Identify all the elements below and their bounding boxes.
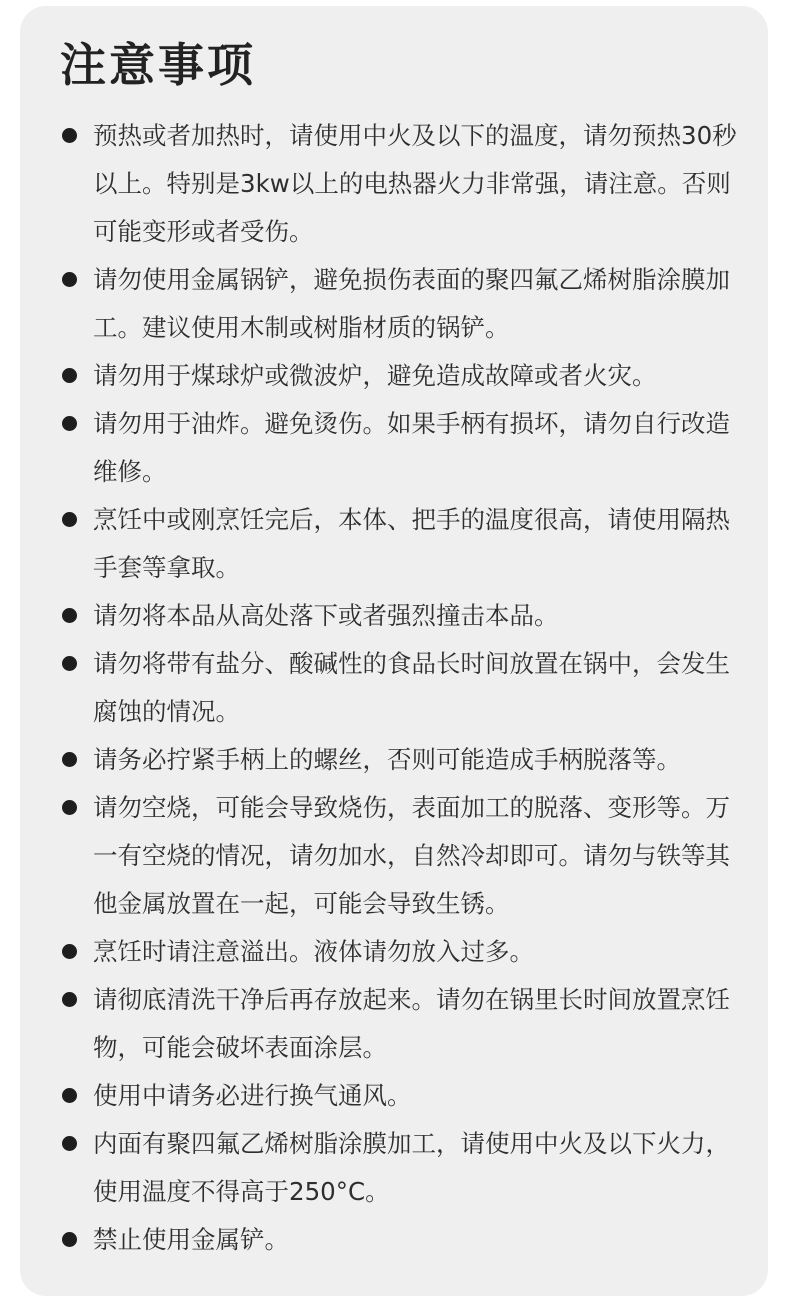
notice-item [60, 784, 740, 928]
notice-text: 请勿用于煤球炉或微波炉，避免造成故障或者火灾。 [93, 361, 657, 390]
bullet-icon [62, 992, 77, 1007]
notice-item [60, 352, 740, 400]
notice-text: 使用中请务必进行换气通风。 [93, 1081, 412, 1110]
notice-item [60, 592, 740, 640]
bullet-icon [62, 272, 77, 287]
bullet-icon [62, 1232, 77, 1247]
bullet-icon [62, 368, 77, 383]
notice-text: 请彻底清洗干净后再存放起来。请勿在锅里长时间放置烹饪物，可能会破坏表面涂层。 [93, 985, 730, 1062]
bullet-icon [62, 608, 77, 623]
notice-item [60, 928, 740, 976]
notice-text: 内面有聚四氟乙烯树脂涂膜加工，请使用中火及以下火力，使用温度不得高于250°C。 [93, 1129, 730, 1206]
notice-text: 请勿将本品从高处落下或者强烈撞击本品。 [93, 601, 559, 630]
notice-item [60, 976, 740, 1072]
bullet-icon [62, 1136, 77, 1151]
notice-text: 请勿使用金属锅铲，避免损伤表面的聚四氟乙烯树脂涂膜加工。建议使用木制或树脂材质的锅铲。 [93, 265, 730, 342]
notice-item [60, 1120, 740, 1216]
notice-list [60, 112, 740, 1264]
notice-item [60, 496, 740, 592]
notice-item [60, 1216, 740, 1264]
bullet-icon [62, 416, 77, 431]
notice-text: 请勿用于油炸。避免烫伤。如果手柄有损坏，请勿自行改造维修。 [93, 409, 730, 486]
bullet-icon [62, 800, 77, 815]
notice-text: 烹饪中或刚烹饪完后，本体、把手的温度很高，请使用隔热手套等拿取。 [93, 505, 730, 582]
notice-item [60, 400, 740, 496]
page-title: 注意事项 [60, 38, 256, 92]
notice-text: 预热或者加热时，请使用中火及以下的温度，请勿预热30秒以上。特别是3kw以上的电热器火力非常强，请注意。否则可能变形或者受伤。 [93, 121, 737, 246]
notice-item [60, 1072, 740, 1120]
notice-item [60, 736, 740, 784]
notice-text: 请勿空烧，可能会导致烧伤，表面加工的脱落、变形等。万一有空烧的情况，请勿加水，自然冷却即可。请勿与铁等其他金属放置在一起，可能会导致生锈。 [93, 793, 730, 918]
notice-item [60, 640, 740, 736]
notice-text: 禁止使用金属铲。 [93, 1225, 289, 1254]
notice-item [60, 256, 740, 352]
bullet-icon [62, 1088, 77, 1103]
notice-text: 请务必拧紧手柄上的螺丝，否则可能造成手柄脱落等。 [93, 745, 681, 774]
bullet-icon [62, 128, 77, 143]
notice-text: 烹饪时请注意溢出。液体请勿放入过多。 [93, 937, 534, 966]
notice-item [60, 112, 740, 256]
bullet-icon [62, 944, 77, 959]
notice-text: 请勿将带有盐分、酸碱性的食品长时间放置在锅中，会发生腐蚀的情况。 [93, 649, 730, 726]
bullet-icon [62, 656, 77, 671]
bullet-icon [62, 512, 77, 527]
bullet-icon [62, 752, 77, 767]
